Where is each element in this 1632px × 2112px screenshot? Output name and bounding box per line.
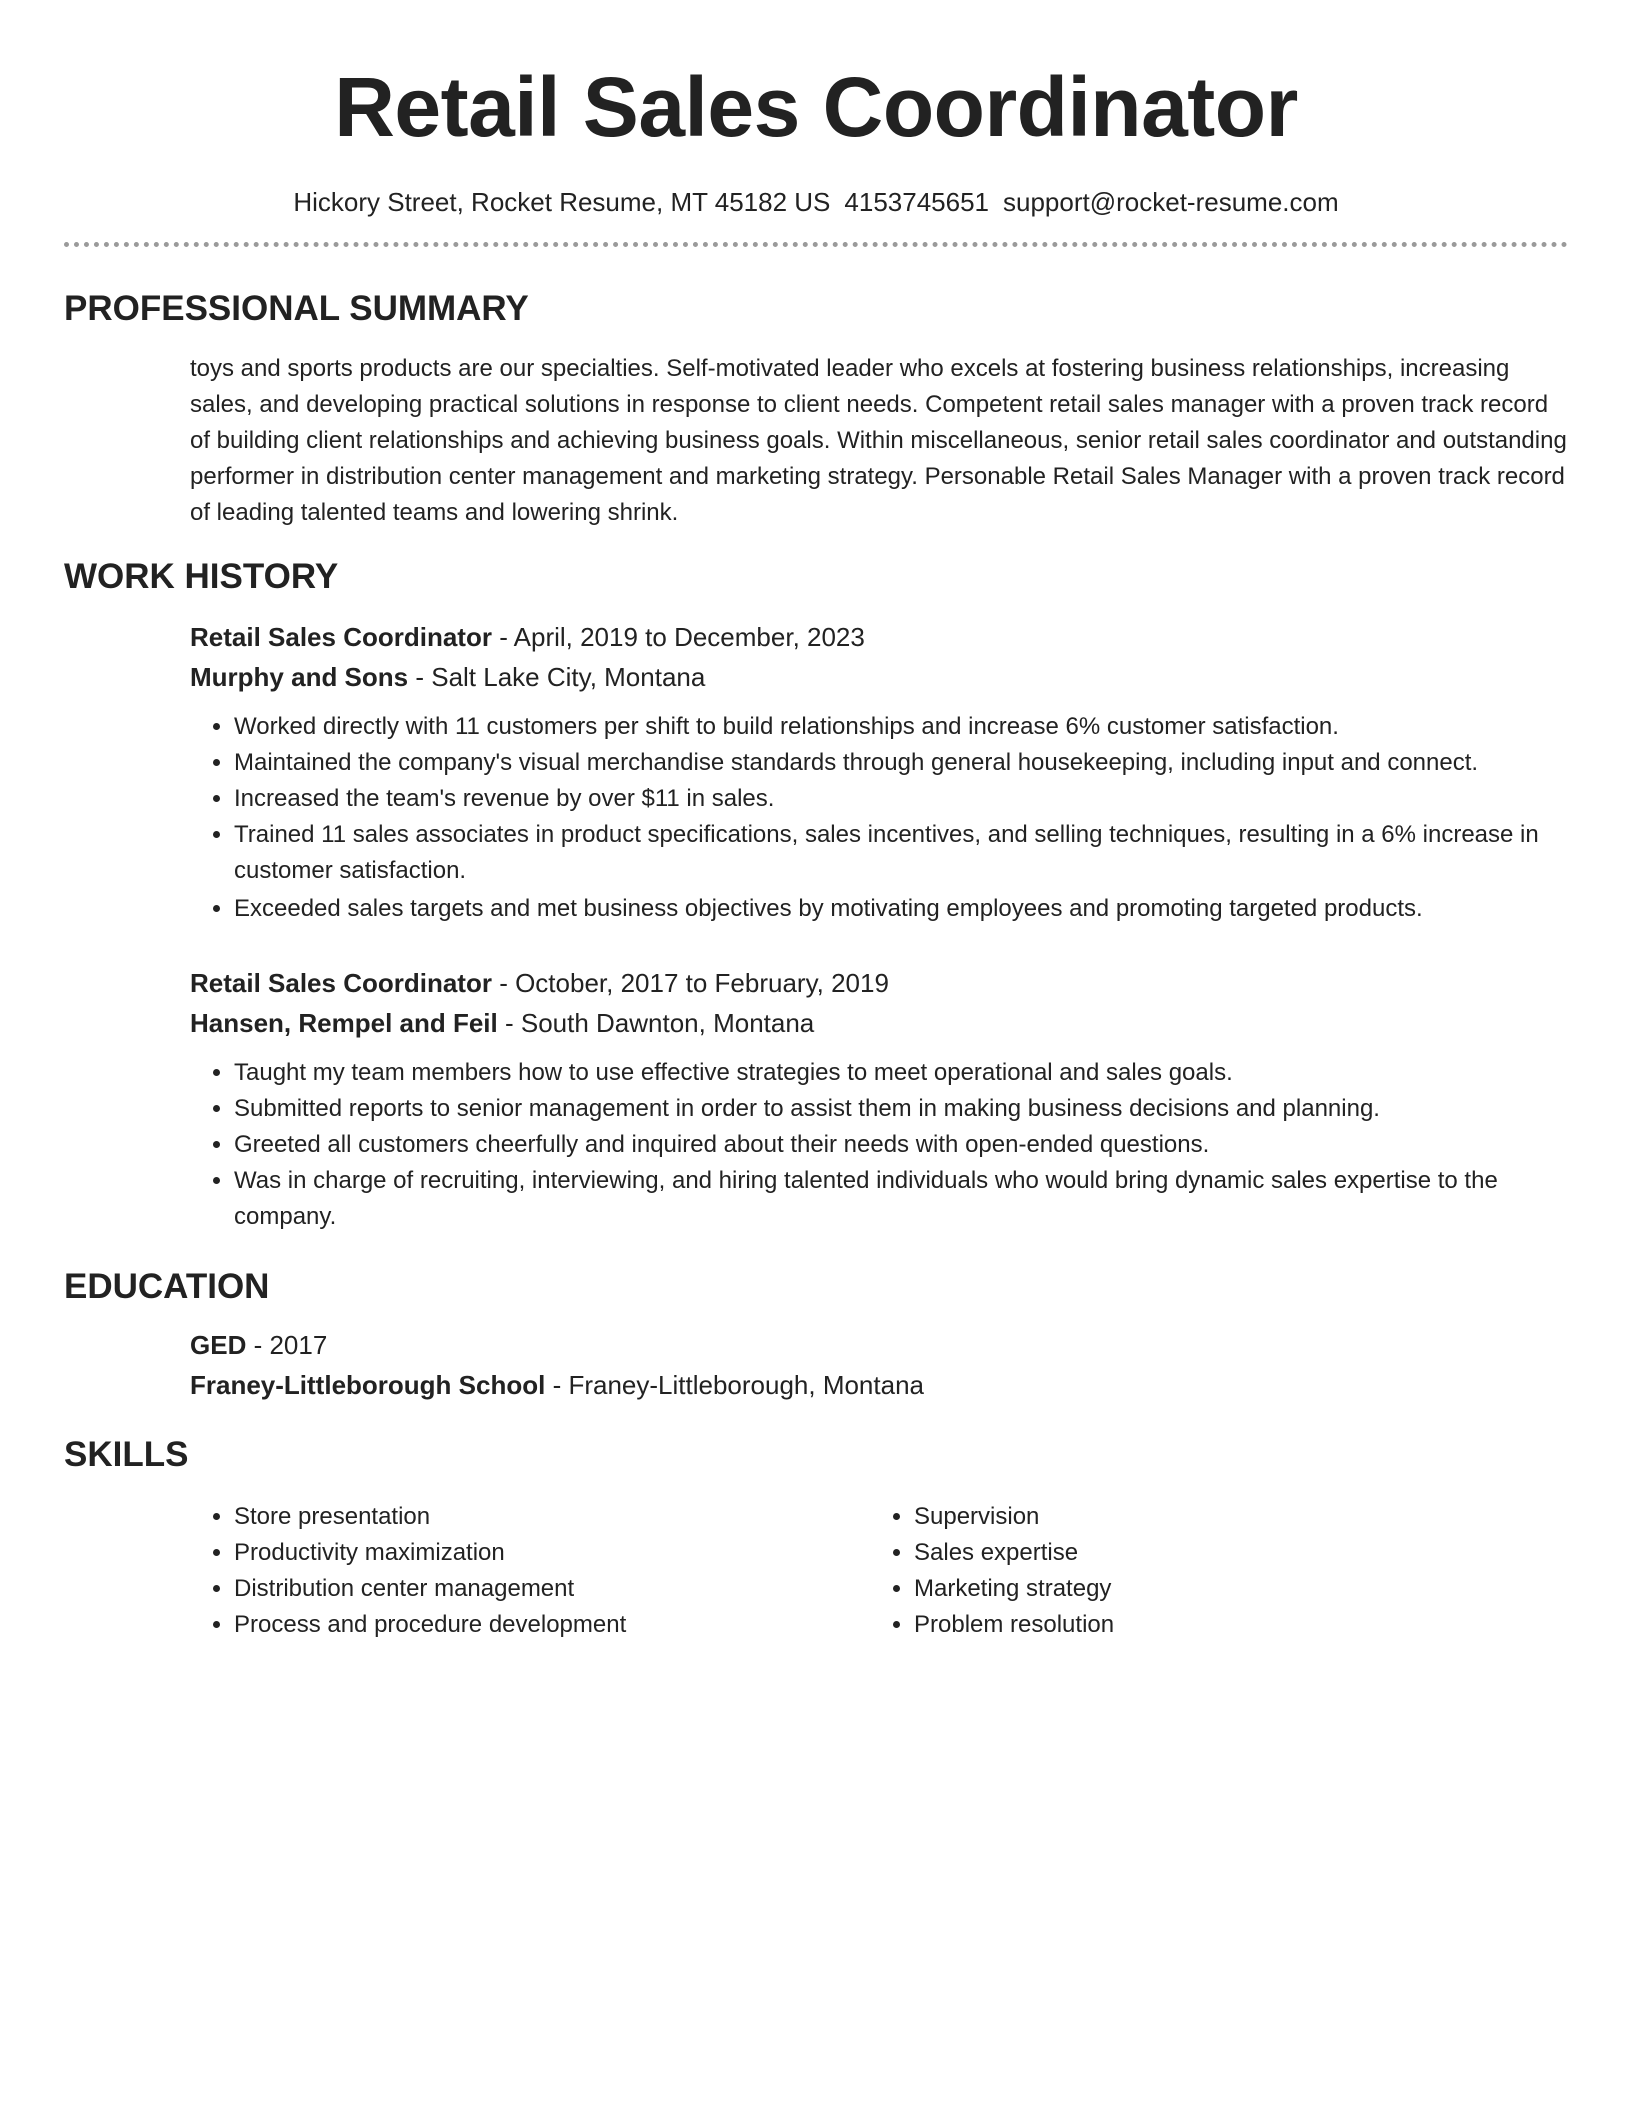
contact-address: Hickory Street, Rocket Resume, MT 45182 US — [293, 187, 831, 217]
job-title-line — [190, 963, 1568, 1003]
job-company-line — [190, 657, 1568, 697]
job-company: Murphy and Sons — [190, 662, 409, 692]
contact-phone: 4153745651 — [844, 187, 990, 217]
job-entry — [190, 963, 1568, 1235]
skill-item: • Sales expertise — [914, 1535, 1550, 1571]
job-bullets — [190, 1055, 1568, 1235]
education-block — [64, 1325, 1568, 1405]
job-location: - Salt Lake City, Montana — [408, 662, 706, 692]
job-bullets — [190, 709, 1568, 927]
job-bullet: • Was in charge of recruiting, interviewing, and hiring talented individuals who would bring dynamic sales expertise to the company. — [234, 1163, 1568, 1235]
skill-item: • Problem resolution — [914, 1607, 1550, 1643]
skill-item: • Store presentation — [234, 1499, 870, 1535]
job-dates: - April, 2019 to December, 2023 — [491, 622, 865, 652]
job-company: Hansen, Rempel and Feil — [190, 1008, 498, 1038]
job-title: Retail Sales Coordinator — [190, 622, 492, 652]
skills-list — [870, 1499, 1550, 1643]
education-year: - 2017 — [246, 1330, 328, 1360]
section-title-summary: PROFESSIONAL SUMMARY — [64, 289, 529, 328]
education-degree: GED — [190, 1330, 247, 1360]
job-location: - South Dawnton, Montana — [497, 1008, 815, 1038]
summary-block — [64, 351, 1568, 531]
job-title-line — [190, 617, 1568, 657]
skill-item: • Supervision — [914, 1499, 1550, 1535]
section-title-education: EDUCATION — [64, 1267, 270, 1306]
skill-item: • Productivity maximization — [234, 1535, 870, 1571]
education-location: - Franey-Littleborough, Montana — [545, 1370, 924, 1400]
skill-item: • Distribution center management — [234, 1571, 870, 1607]
job-entry — [190, 617, 1568, 927]
skills-column-left — [190, 1499, 870, 1643]
job-title: Retail Sales Coordinator — [190, 968, 492, 998]
skill-item: • Process and procedure development — [234, 1607, 870, 1643]
section-title-work-history: WORK HISTORY — [64, 557, 339, 596]
job-bullet: • Worked directly with 11 customers per shift to build relationships and increase 6% customer satisfaction. — [234, 709, 1568, 745]
work-history-block — [64, 617, 1568, 1235]
job-bullet: • Taught my team members how to use effective strategies to meet operational and sales goals. — [234, 1055, 1568, 1091]
skills-grid — [190, 1499, 1568, 1643]
job-bullet: • Greeted all customers cheerfully and inquired about their needs with open-ended questions. — [234, 1127, 1568, 1163]
resume-page — [64, 0, 1568, 1643]
job-bullet: • Increased the team's revenue by over $11 in sales. — [234, 781, 1568, 817]
education-school: Franey-Littleborough School — [190, 1370, 546, 1400]
job-bullet: • Submitted reports to senior management in order to assist them in making business decisions and planning. — [234, 1091, 1568, 1127]
section-title-skills: SKILLS — [64, 1435, 189, 1474]
skill-item: • Marketing strategy — [914, 1571, 1550, 1607]
job-dates: - October, 2017 to February, 2019 — [491, 968, 889, 998]
resume-name: Retail Sales Coordinator — [334, 60, 1298, 154]
education-degree-line — [190, 1325, 1568, 1365]
education-school-line — [190, 1365, 1568, 1405]
job-company-line — [190, 1003, 1568, 1043]
contact-line — [64, 184, 1568, 220]
job-bullet: • Exceeded sales targets and met business objectives by motivating employees and promoting targeted products. — [234, 891, 1568, 927]
skills-list — [190, 1499, 870, 1643]
summary-text: toys and sports products are our specialties. Self-motivated leader who excels at fostering business relationships, increasing sales, and developing practical solutions in response to client needs. Competent retail sales manager with a proven track record of building client relationships and achieving business goals. Within miscellaneous, senior retail sales coordinator and outstanding performer in distribution center management and marketing strategy. Personable Retail Sales Manager with a proven track record of leading talented teams and lowering shrink. — [190, 355, 1567, 526]
contact-email[interactable]: support@rocket-resume.com — [1003, 187, 1339, 217]
job-bullet: • Maintained the company's visual merchandise standards through general housekeeping, including input and connect. — [234, 745, 1568, 781]
skills-column-right — [870, 1499, 1550, 1643]
job-bullet: • Trained 11 sales associates in product specifications, sales incentives, and selling techniques, resulting in a 6% increase in customer satisfaction. — [234, 817, 1568, 889]
header-divider — [64, 242, 1568, 247]
skills-block — [64, 1499, 1568, 1643]
